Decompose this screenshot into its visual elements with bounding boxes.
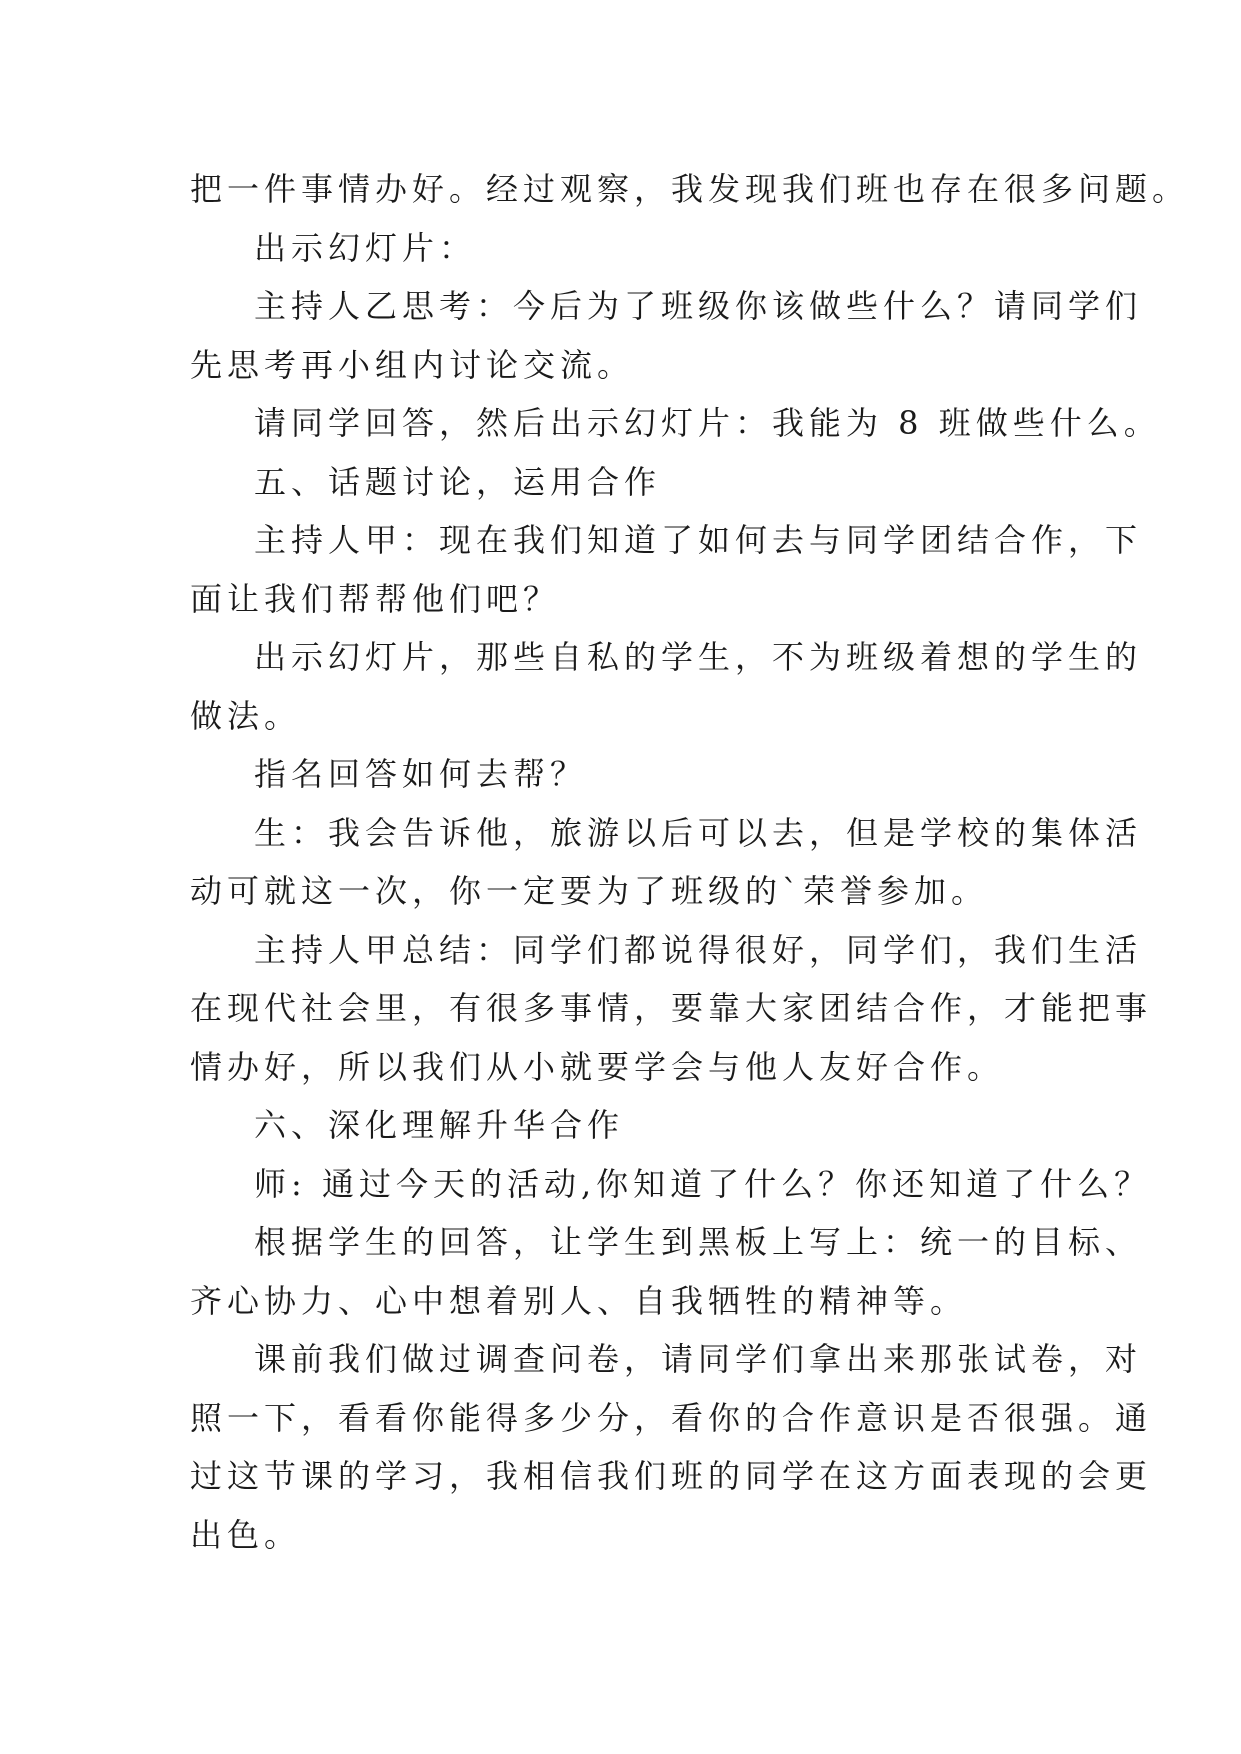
text-line: 请同学回答，然后出示幻灯片：我能为 8 班做些什么。 <box>254 404 1161 442</box>
text-line: 把一件事情办好。经过观察，我发现我们班也存在很多问题。 <box>190 170 1190 208</box>
text-line: 面让我们帮帮他们吧？ <box>190 579 561 618</box>
text-line: 课前我们做过调查问卷，请同学们拿出来那张试卷，对 <box>254 1340 1143 1378</box>
text-line: 主持人甲总结：同学们都说得很好，同学们，我们生活 <box>254 930 1143 969</box>
text-line: 指名回答如何去帮？ <box>254 755 588 793</box>
text-line: 情办好，所以我们从小就要学会与他人友好合作。 <box>190 1047 1005 1086</box>
section-heading: 六、深化理解升华合作 <box>254 1106 625 1144</box>
text-line: 齐心协力、心中想着别人、自我牺牲的精神等。 <box>190 1281 968 1320</box>
text-line: 在现代社会里，有很多事情，要靠大家团结合作，才能把事 <box>190 989 1153 1027</box>
text-line: 主持人甲：现在我们知道了如何去与同学团结合作，下 <box>254 521 1143 559</box>
text-line: 先思考再小组内讨论交流。 <box>190 345 635 384</box>
text-line: 师: 通过今天的活动,你知道了什么？你还知道了什么？ <box>254 1164 1152 1203</box>
text-line: 照一下，看看你能得多少分，看你的合作意识是否很强。通 <box>190 1398 1153 1437</box>
text-line: 做法。 <box>190 696 302 735</box>
text-line: 根据学生的回答，让学生到黑板上写上：统一的目标、 <box>254 1223 1143 1261</box>
text-line: 动可就这一次，你一定要为了班级的`荣誉参加。 <box>190 872 989 910</box>
text-line: 生：我会告诉他，旅游以后可以去，但是学校的集体活 <box>254 813 1143 852</box>
document-body <box>190 160 1190 1564</box>
section-heading: 五、话题讨论，运用合作 <box>254 462 662 501</box>
text-line: 出色。 <box>190 1515 302 1554</box>
text-line: 过这节课的学习，我相信我们班的同学在这方面表现的会更 <box>190 1457 1153 1495</box>
text-line: 出示幻灯片： <box>254 228 477 267</box>
text-line: 出示幻灯片，那些自私的学生，不为班级着想的学生的 <box>254 638 1143 676</box>
text-line: 主持人乙思考：今后为了班级你该做些什么？请同学们 <box>254 287 1143 325</box>
